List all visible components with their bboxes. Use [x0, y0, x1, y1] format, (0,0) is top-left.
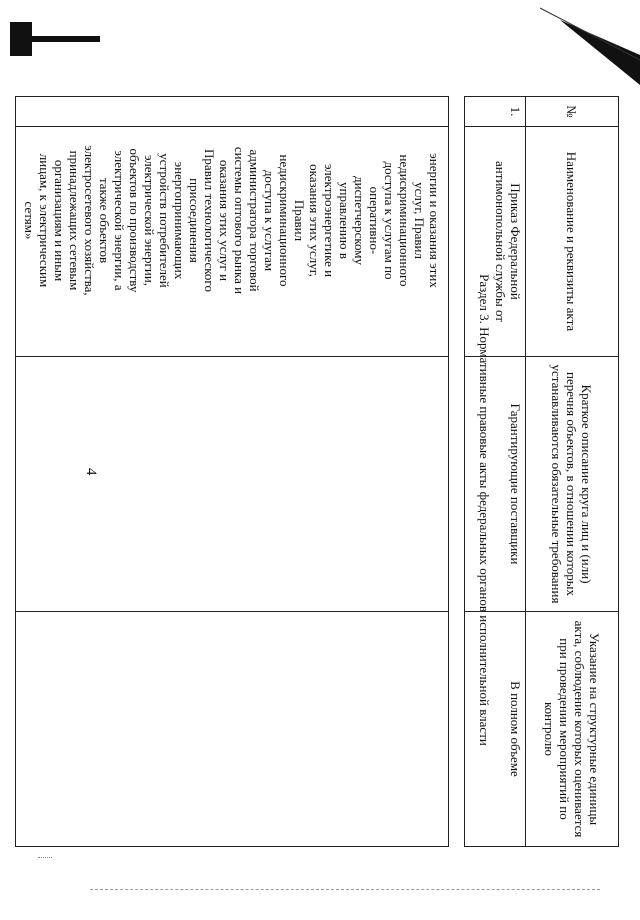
- continued-num-cell: [16, 97, 449, 127]
- header-ref: Указание на структурные единицы акта, соблюдение которых оценивается при проведении мероприятий по контролю: [526, 612, 619, 847]
- header-num: №: [526, 97, 619, 127]
- page-number: 4: [83, 468, 99, 476]
- row-num: 1.: [465, 97, 526, 127]
- header-name: Наименование и реквизиты акта: [526, 127, 619, 357]
- table-header-row: [526, 97, 619, 847]
- table-row: [465, 97, 526, 847]
- table-row: [16, 97, 449, 847]
- row-name: Приказ Федеральной антимонопольной службы от: [465, 127, 526, 357]
- header-desc: Краткое описание круга лиц и (или) перечня объектов, в отношении которых устанавливаются обязательные требования: [526, 357, 619, 612]
- section-title: Раздел 3. Нормативные правовые акты федеральных органов исполнительной власти: [477, 274, 492, 746]
- scan-mark-square: [10, 22, 32, 56]
- continued-table: [15, 96, 449, 847]
- continued-ref-cell: [16, 612, 449, 847]
- row-ref: В полном объеме: [465, 612, 526, 847]
- continued-desc-cell: [16, 357, 449, 612]
- row-desc: Гарантирующие поставщики: [465, 357, 526, 612]
- continued-act-text: энергии и оказания этих услуг, Правил недискриминационного доступа к услугам по оперативно-диспетчерскому управлению в электроэнергетике и оказания этих услуг, Правил недискриминационного доступа к услугам администратора торговой системы оптового рынка и оказания этих услуг и Правил технологического присоединения энергопринимающих устройств потребителей электрической энергии, объектов по производству электрической энергии, а также объектов электросетевого хозяйства, принадлежащих сетевым организациям и иным лицам, к электрическим сетям»: [16, 127, 449, 357]
- scan-speck: [38, 857, 52, 861]
- section3-table: [464, 96, 619, 847]
- scan-mark-bar: [30, 36, 100, 42]
- rotated-page: [22, 90, 627, 920]
